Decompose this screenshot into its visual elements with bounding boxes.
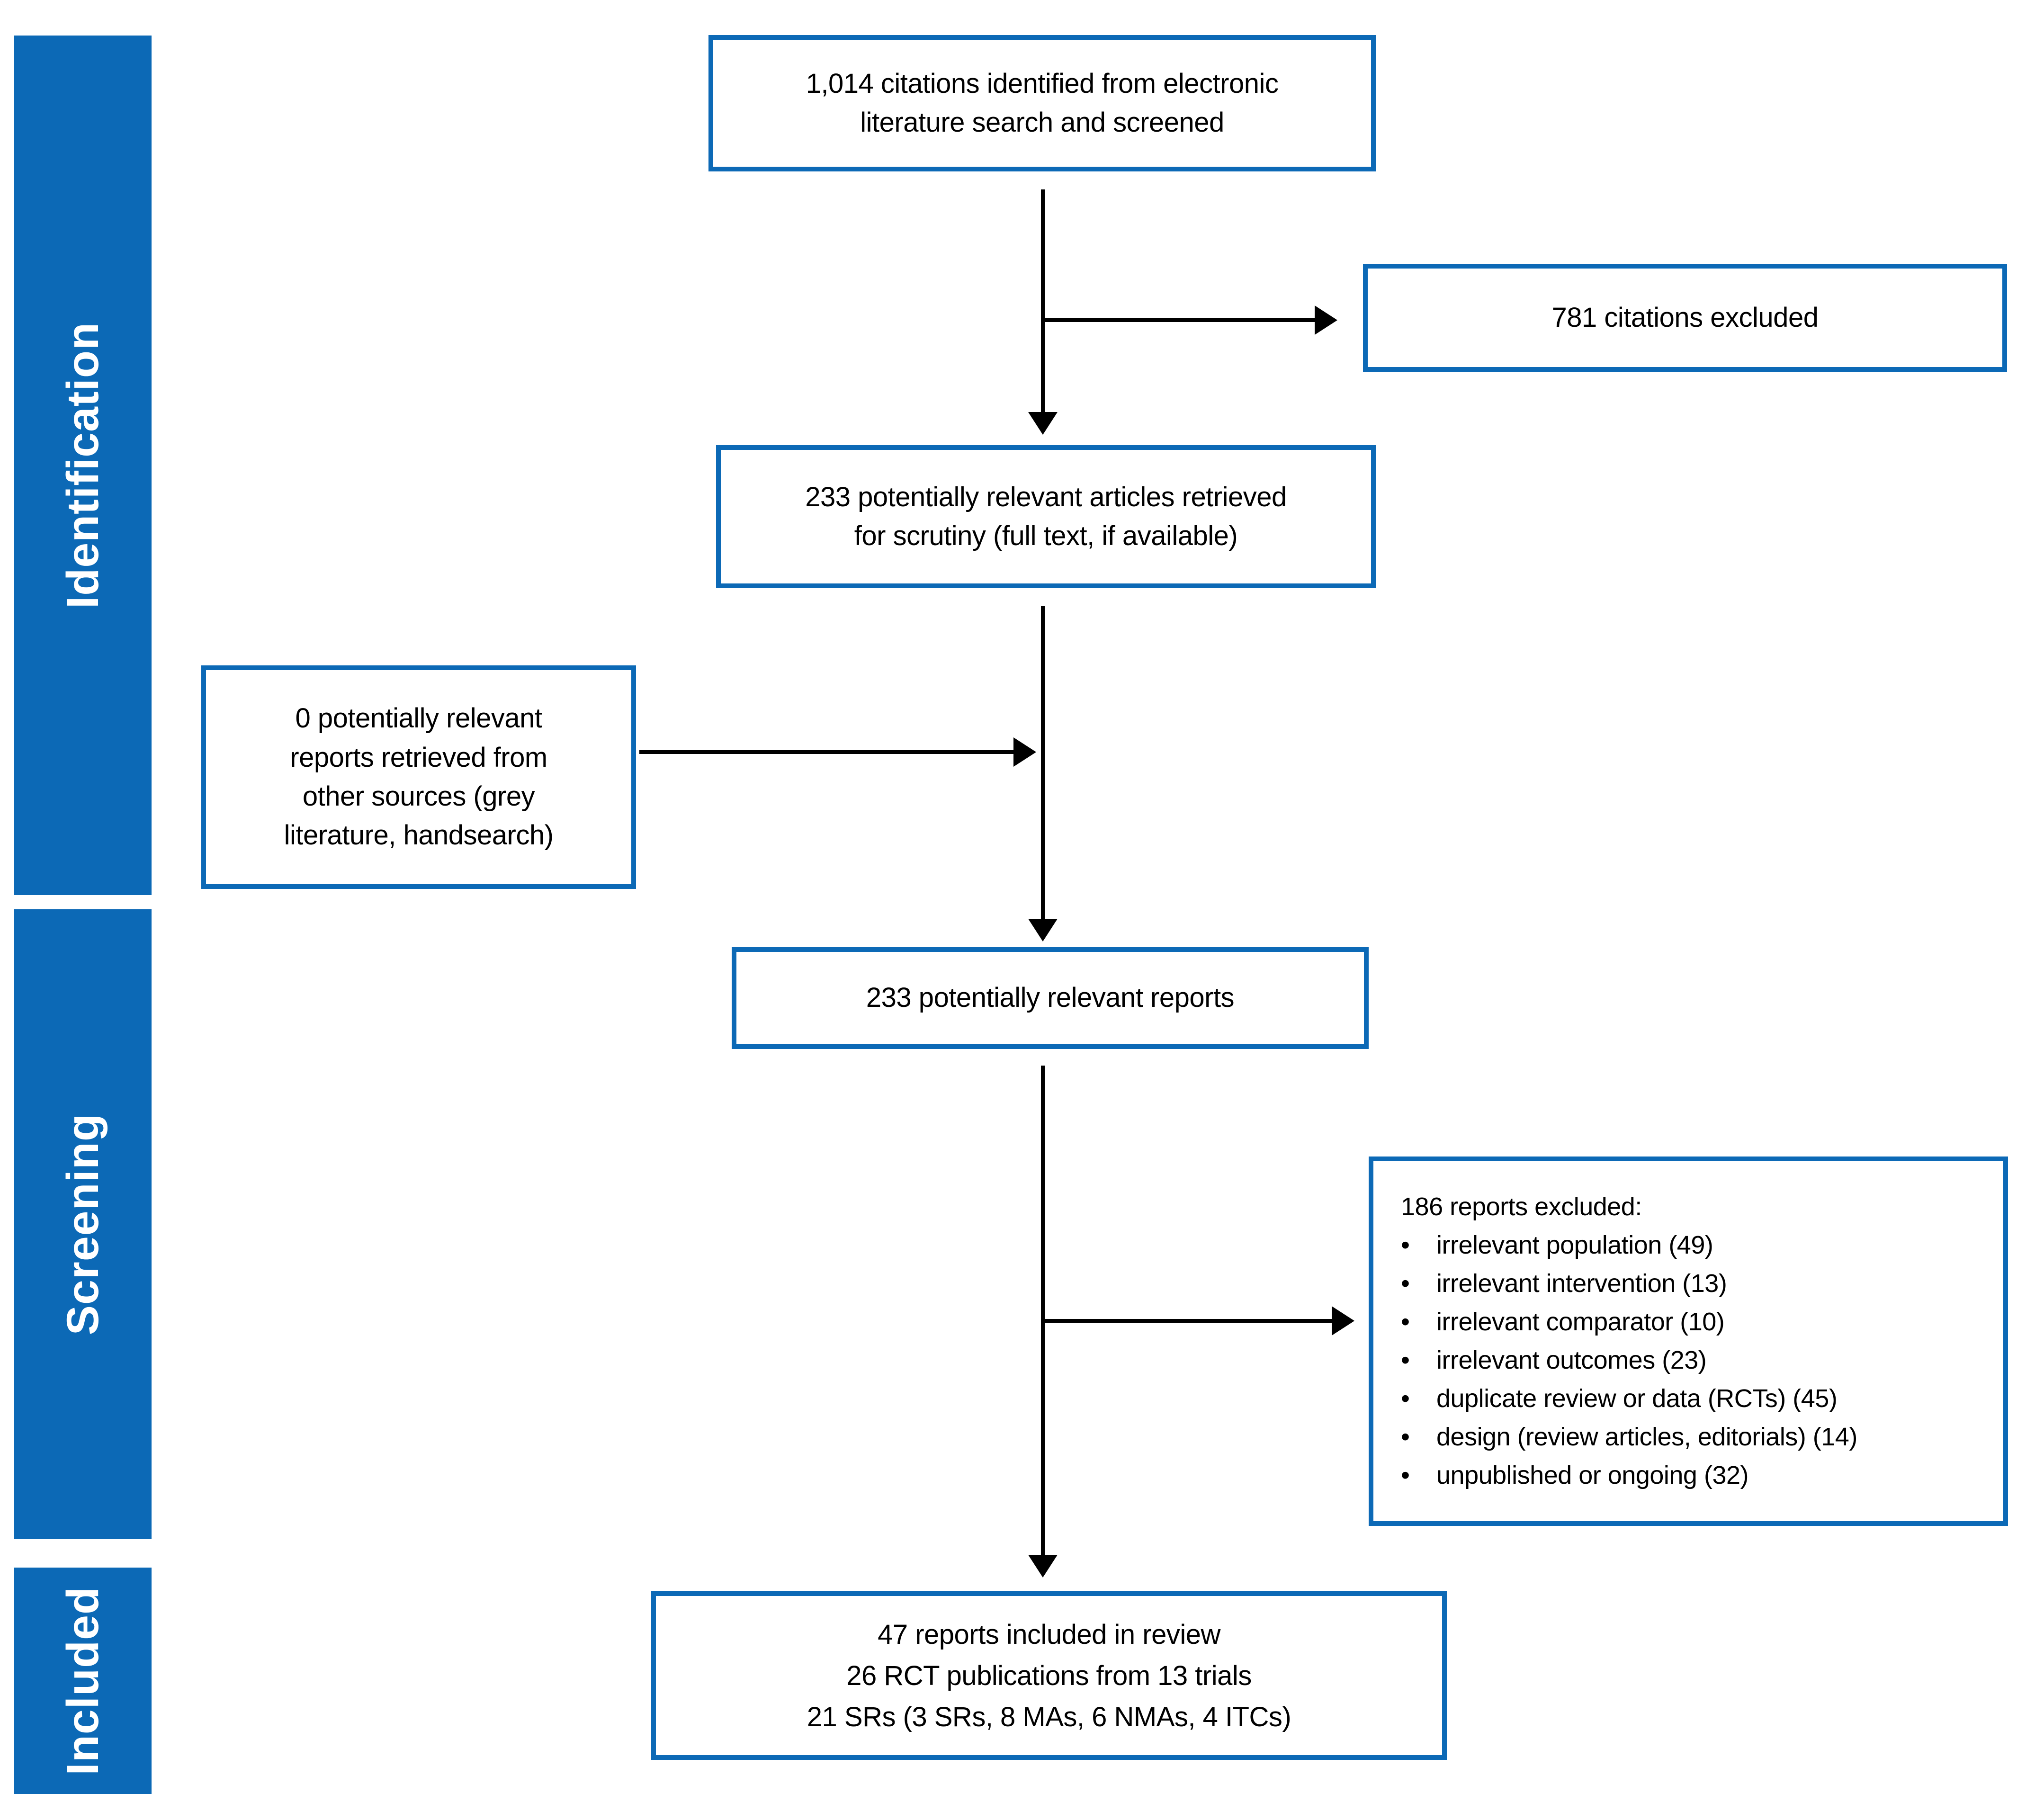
reports-excluded-heading: 186 reports excluded: (1401, 1192, 1642, 1221)
exclusion-reason: design (review articles, editorials) (14) (1436, 1423, 1857, 1451)
box-other-sources (201, 665, 636, 889)
branch-to-citations-excluded (1043, 318, 1315, 322)
box-citations-identified (708, 35, 1376, 171)
stage-included (14, 1568, 152, 1794)
bullet-icon: • (1401, 1269, 1410, 1298)
arrow-right-icon (1332, 1306, 1354, 1336)
list-item (1401, 1226, 1857, 1264)
bullet-icon: • (1401, 1423, 1410, 1451)
bullet-icon: • (1401, 1231, 1410, 1259)
exclusion-reason: irrelevant comparator (10) (1436, 1308, 1725, 1336)
relevant-reports-text: 233 potentially relevant reports (866, 982, 1235, 1013)
list-item (1401, 1264, 1857, 1303)
bullet-icon: • (1401, 1346, 1410, 1374)
exclusion-reason: irrelevant population (49) (1436, 1231, 1713, 1259)
box-relevant-reports (732, 947, 1369, 1049)
list-item (1401, 1341, 1857, 1380)
stage-included-label: Included (57, 1586, 108, 1775)
articles-retrieved-text-line-2: for scrutiny (full text, if available) (854, 520, 1238, 551)
stage-screening-label: Screening (57, 1113, 108, 1336)
exclusion-reason: duplicate review or data (RCTs) (45) (1436, 1384, 1838, 1413)
included-summary-line-2: 26 RCT publications from 13 trials (846, 1660, 1252, 1691)
list-item (1401, 1418, 1857, 1456)
box-reports-excluded (1369, 1157, 2008, 1526)
stage-screening (14, 909, 152, 1539)
exclusion-reason: irrelevant intervention (13) (1436, 1269, 1727, 1298)
arrow-right-icon (1315, 305, 1337, 335)
articles-retrieved-text-line-1: 233 potentially relevant articles retrieved (805, 481, 1287, 512)
list-item (1401, 1380, 1857, 1418)
citations-excluded-text: 781 citations excluded (1551, 302, 1819, 333)
other-sources-text-line-1: 0 potentially relevant (295, 703, 542, 734)
citations-identified-text-line-2: literature search and screened (860, 107, 1224, 138)
included-summary-line-1: 47 reports included in review (878, 1619, 1220, 1650)
stage-identification (14, 36, 152, 895)
arrow-down-icon (1028, 1555, 1058, 1578)
bullet-icon: • (1401, 1384, 1410, 1413)
connector-reports-to-included (1041, 1066, 1045, 1557)
connector-retrieved-to-reports (1041, 606, 1045, 921)
bullet-icon: • (1401, 1461, 1410, 1489)
stage-identification-label: Identification (57, 322, 108, 609)
other-sources-text-line-3: other sources (grey (302, 781, 535, 812)
bullet-icon: • (1401, 1308, 1410, 1336)
box-citations-excluded (1363, 264, 2007, 372)
exclusion-reason: irrelevant outcomes (23) (1436, 1346, 1707, 1374)
list-item (1401, 1456, 1857, 1495)
connector-identified-to-retrieved (1041, 189, 1045, 414)
branch-from-other-sources (639, 750, 1013, 754)
reports-excluded-list (1401, 1226, 1857, 1495)
included-summary-line-3: 21 SRs (3 SRs, 8 MAs, 6 NMAs, 4 ITCs) (807, 1701, 1291, 1732)
box-included-summary (651, 1591, 1447, 1760)
other-sources-text-line-4: literature, handsearch) (284, 820, 554, 851)
exclusion-reason: unpublished or ongoing (32) (1436, 1461, 1748, 1489)
other-sources-text-line-2: reports retrieved from (290, 742, 547, 773)
arrow-right-icon (1013, 737, 1036, 767)
arrow-down-icon (1028, 919, 1058, 941)
list-item (1401, 1303, 1857, 1341)
box-articles-retrieved (716, 445, 1376, 588)
arrow-down-icon (1028, 412, 1058, 435)
citations-identified-text-line-1: 1,014 citations identified from electronic (806, 68, 1279, 99)
branch-to-reports-excluded (1043, 1319, 1332, 1323)
